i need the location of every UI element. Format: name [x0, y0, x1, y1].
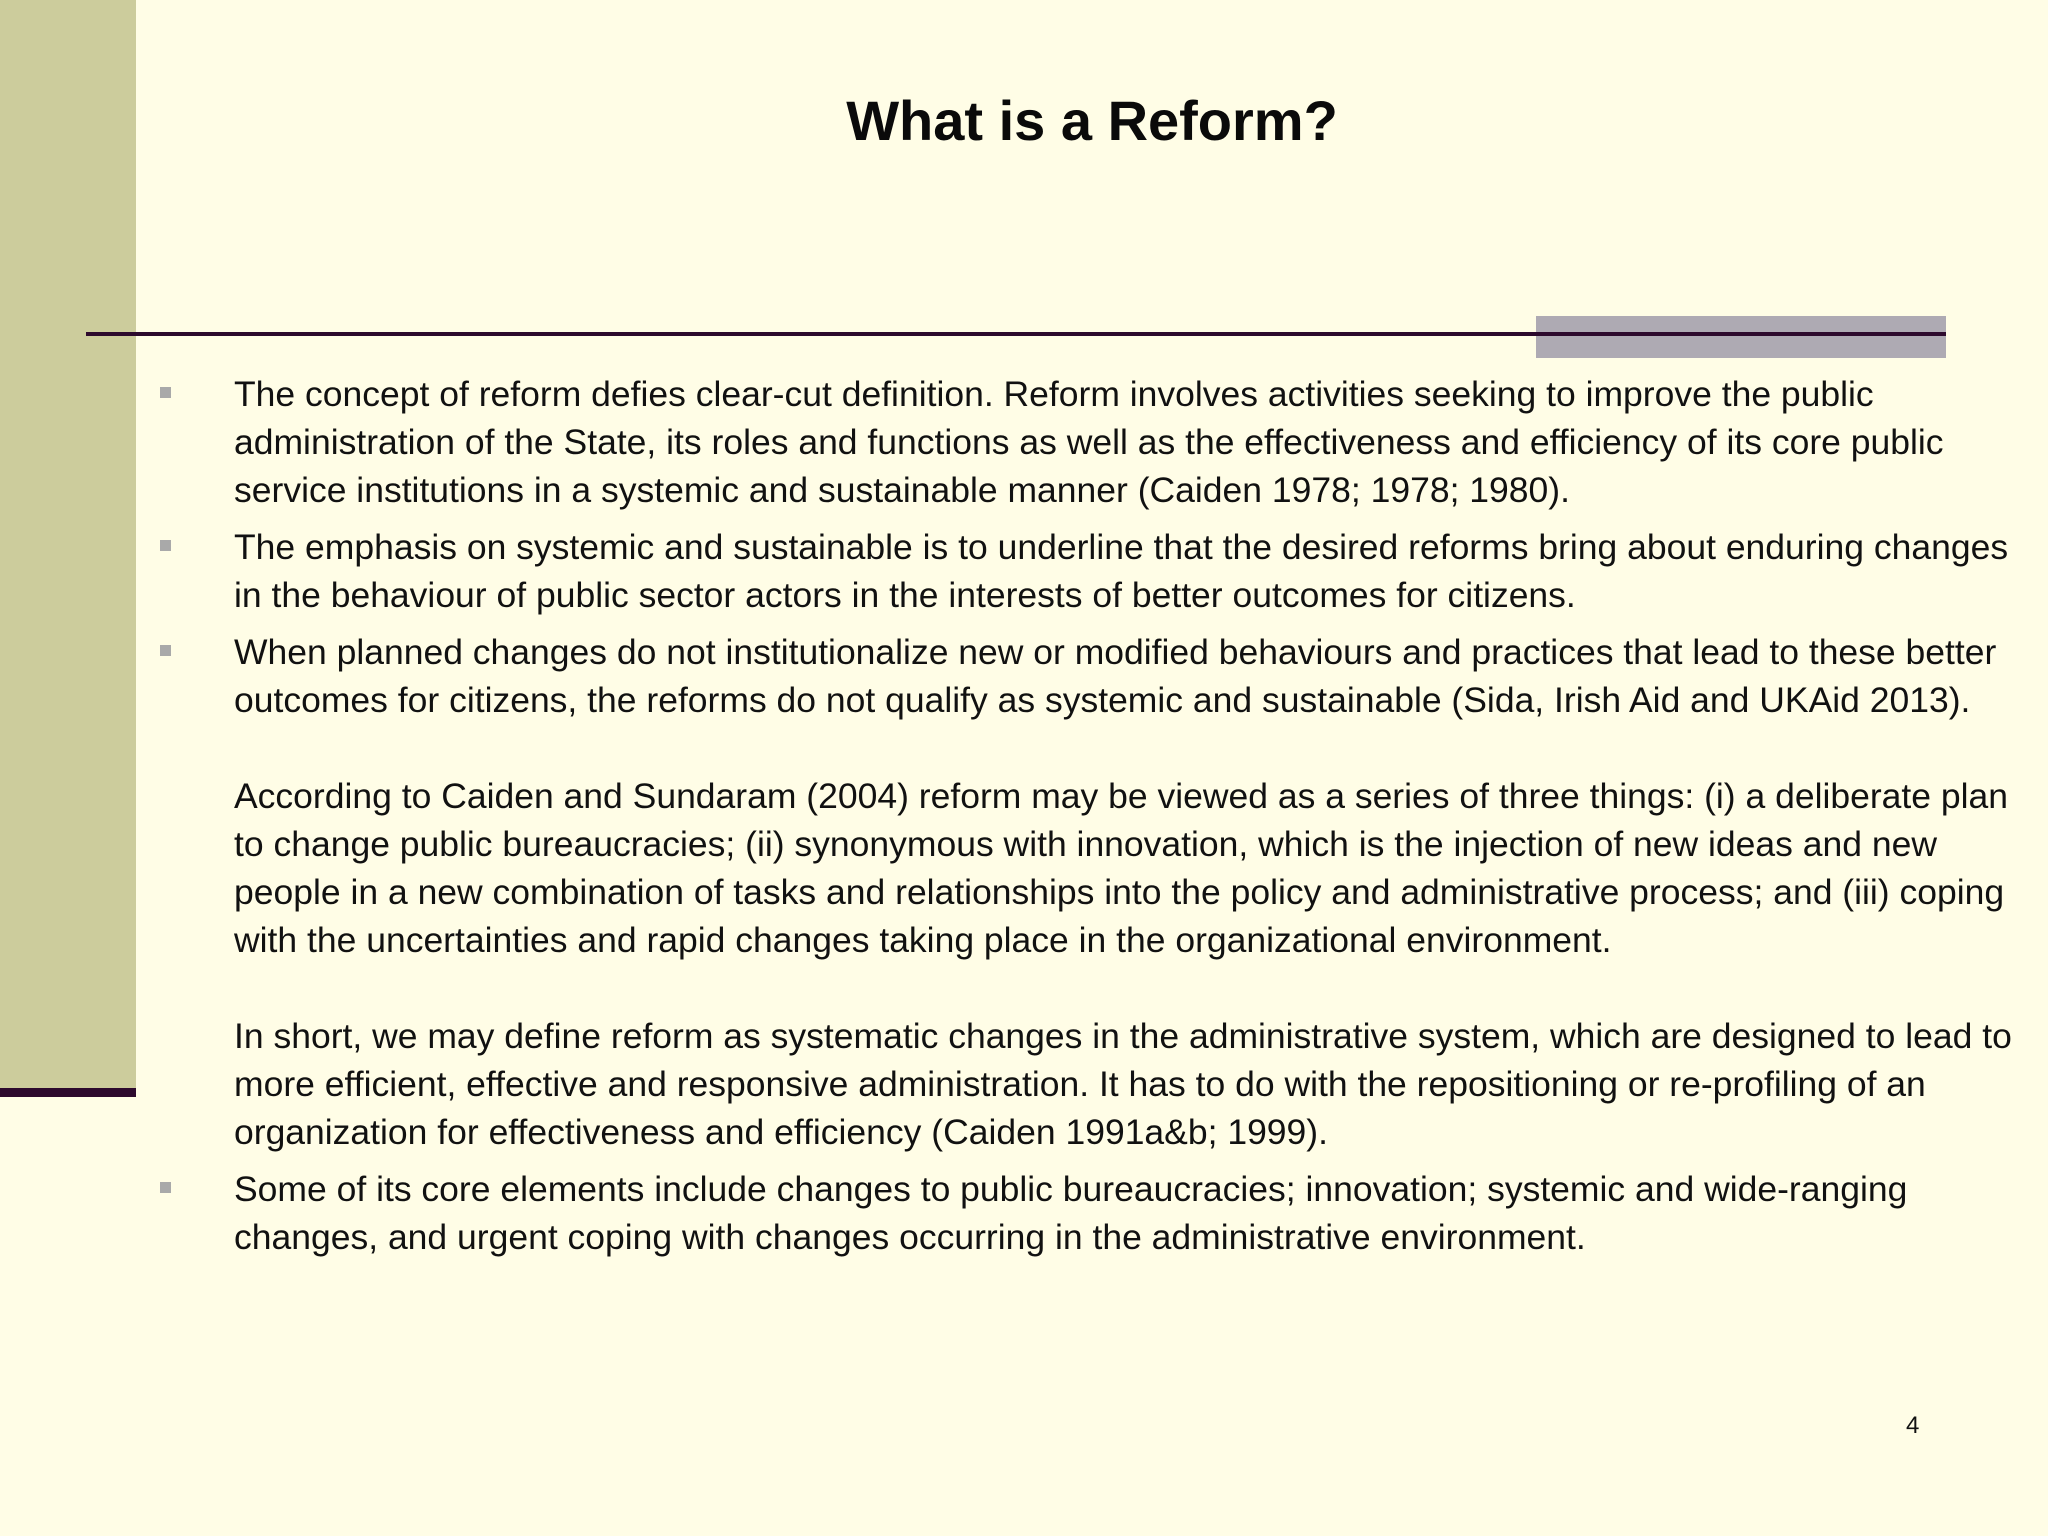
list-item [234, 370, 2024, 514]
list-item [234, 628, 2024, 724]
paragraph-text: Some of its core elements include changes to public bureaucracies; innovation; systemic and wide-ranging changes, and urgent coping with changes occurring in the administrative environment. [234, 1169, 1908, 1257]
slide-body [234, 370, 2024, 1270]
list-item-continuation [234, 772, 2024, 964]
page-number: 4 [1906, 1412, 1920, 1439]
paragraph-text: The emphasis on systemic and sustainable is to underline that the desired reforms bring about enduring changes in the behaviour of public sector actors in the interests of better outcomes for citizens. [234, 527, 2009, 615]
slide-title: What is a Reform? [846, 89, 1338, 152]
square-bullet-icon [160, 540, 171, 551]
list-item [234, 1165, 2024, 1261]
list-item-continuation [234, 1012, 2024, 1156]
square-bullet-icon [160, 645, 171, 656]
side-accent-rule [0, 1088, 136, 1097]
paragraph-text: The concept of reform defies clear-cut definition. Reform involves activities seeking to improve the public administration of the State, its roles and functions as well as the effectiveness and efficiency of its core public service institutions in a systemic and sustainable manner (Caiden 1978; 1978; 1980). [234, 374, 1944, 510]
square-bullet-icon [160, 1182, 171, 1193]
list-item [234, 523, 2024, 619]
paragraph-text: In short, we may define reform as systematic changes in the administrative system, which are designed to lead to more efficient, effective and responsive administration. It has to do with the repositioning or re-profiling of an organization for effectiveness and efficiency (Caiden 1991a&b; 1999). [234, 1016, 2012, 1152]
paragraph-text: When planned changes do not institutionalize new or modified behaviours and practices that lead to these better outcomes for citizens, the reforms do not qualify as systemic and sustainable (Sida, Irish Aid and UKAid 2013). [234, 632, 1997, 720]
header-divider [86, 332, 1946, 336]
side-accent-bar [0, 0, 136, 1088]
header-accent-block [1536, 316, 1946, 358]
paragraph-text: According to Caiden and Sundaram (2004) reform may be viewed as a series of three things: (i) a deliberate plan to change public bureaucracies; (ii) synonymous with innovation, which is the injection of new ideas and new people in a new combination of tasks and relationships into the policy and administrative process; and (iii) coping with the uncertainties and rapid changes taking place in the organizational environment. [234, 776, 2008, 960]
square-bullet-icon [160, 387, 171, 398]
